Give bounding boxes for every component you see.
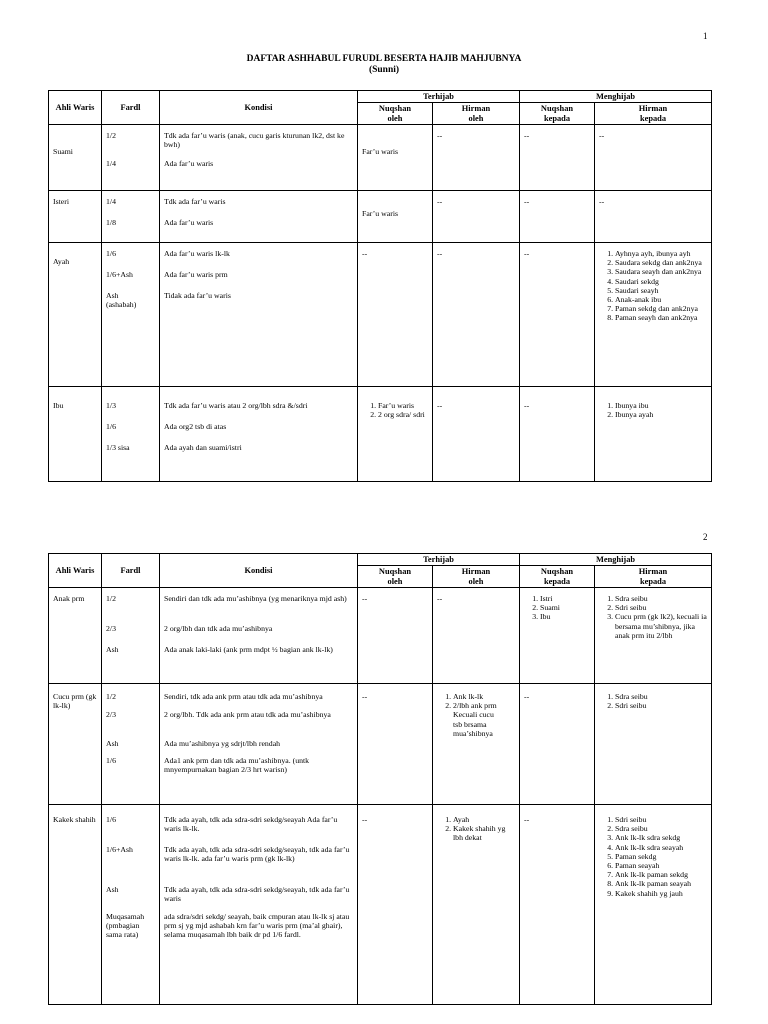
list-item: 3. Ibu <box>540 612 591 621</box>
header-menghijab: Menghijab <box>520 91 712 103</box>
fardl-cell <box>102 243 160 387</box>
list-item: 1. Ank lk-lk <box>453 692 500 701</box>
list-item: 3. Ank lk-lk sdra sekdg <box>615 833 708 842</box>
list-item: 1. Far’u waris <box>378 401 429 410</box>
list-item: 1. Sdra seibu <box>615 594 708 603</box>
hirman-kepada-list <box>599 401 708 419</box>
list-item: 1. Sdra seibu <box>615 692 708 701</box>
nuqshan-kepada-cell: -- <box>520 125 595 191</box>
fardl-cell <box>102 588 160 684</box>
fardl-cell <box>102 191 160 243</box>
list-item: 6. Anak-anak ibu <box>615 295 708 304</box>
kondisi-text: Tdk ada far’u waris <box>164 197 226 206</box>
nuqshan-kepada-cell: -- <box>520 805 595 1005</box>
ahli-waris-cell: Ayah <box>49 243 102 387</box>
list-item: 5. Saudari seayh <box>615 286 708 295</box>
fardl-value: 1/4 <box>106 197 116 206</box>
fardl-value: 1/6 <box>106 815 116 824</box>
list-item: 7. Ank lk-lk paman sekdg <box>615 870 708 879</box>
header-kondisi: Kondisi <box>160 554 358 588</box>
hirman-oleh-list <box>437 692 516 738</box>
header-menghijab: Menghijab <box>520 554 712 566</box>
ahli-waris-cell: Isteri <box>49 191 102 243</box>
list-item: 1. Ayah <box>453 815 516 824</box>
hirman-kepada-list <box>599 692 708 710</box>
hirman-oleh-list <box>437 815 516 843</box>
table-page-1 <box>48 90 712 482</box>
fardl-cell <box>102 125 160 191</box>
list-item: 8. Paman seayh dan ank2nya <box>615 313 708 322</box>
ahli-waris-cell: Kakek shahih <box>49 805 102 1005</box>
list-item: 3. Cucu prm (gk lk2), kecuali ia bersama mu’shibnya, jika anak prm itu 2/lbh <box>615 612 708 640</box>
header-ahli-waris: Ahli Waris <box>49 91 102 125</box>
hirman-kepada-list <box>599 249 708 323</box>
nuqshan-kepada-cell <box>520 588 595 684</box>
kondisi-text: Ada far’u waris lk-lk <box>164 249 230 258</box>
nuqshan-oleh-cell: -- <box>358 684 433 805</box>
hirman-oleh-cell <box>433 805 520 1005</box>
kondisi-text: Tdk ada ayah, tdk ada sdra-sdri sekdg/seayah, tdk ada far’u waris <box>164 885 350 904</box>
nuqshan-kepada-list <box>524 594 591 622</box>
list-item: 4. Ank lk-lk sdra seayah <box>615 843 708 852</box>
kondisi-text: Ada far’u waris prm <box>164 270 228 279</box>
document-title: DAFTAR ASHHABUL FURUDL BESERTA HAJIB MAHJUBNYA <box>246 54 522 64</box>
kondisi-text: 2 org/lbh. Tdk ada ank prm atau tdk ada mu’ashibnya <box>164 710 331 719</box>
hirman-kepada-cell <box>595 588 712 684</box>
header-hirman-kepada: Hirman kepada <box>595 566 712 588</box>
kondisi-cell <box>160 125 358 191</box>
fardl-value: 2/3 <box>106 624 116 633</box>
list-item: 8. Ank lk-lk paman seayah <box>615 879 708 888</box>
fardl-value: 1/3 sisa <box>106 443 130 452</box>
page-number: 1 <box>703 31 708 41</box>
nuqshan-kepada-cell: -- <box>520 191 595 243</box>
hirman-kepada-cell: -- <box>595 125 712 191</box>
header-fardl: Fardl <box>102 554 160 588</box>
kondisi-text: Ada far’u waris <box>164 218 214 227</box>
kondisi-text: Tdk ada ayah, tdk ada sdra-sdri sekdg/seayah, tdk ada far’u waris lk-lk. ada far’u waris prm (gk lk-lk) <box>164 845 350 864</box>
nuqshan-oleh-cell: -- <box>358 243 433 387</box>
list-item: 2. 2 org sdra/ sdri <box>378 410 429 419</box>
table-row <box>49 588 712 684</box>
nuqshan-oleh-cell: Far’u waris <box>358 125 433 191</box>
hirman-kepada-list <box>599 815 708 898</box>
list-item: 4. Saudari sekdg <box>615 277 708 286</box>
kondisi-text: Tdk ada ayah, tdk ada sdra-sdri sekdg/seayah Ada far’u waris lk-lk. <box>164 815 338 834</box>
hirman-oleh-cell: -- <box>433 191 520 243</box>
list-item: 2. Sdri seibu <box>615 603 708 612</box>
hirman-kepada-cell <box>595 805 712 1005</box>
kondisi-cell <box>160 684 358 805</box>
table-row <box>49 684 712 805</box>
kondisi-text: Tdk ada far’u waris (anak, cucu garis kturunan lk2, dst ke bwh) <box>164 131 345 150</box>
fardl-value: Muqasamah (pmbagian sama rata) <box>106 912 145 940</box>
list-item: 1. Ibunya ibu <box>615 401 708 410</box>
fardl-value: 2/3 <box>106 710 116 719</box>
header-hirman-oleh: Hirman oleh <box>433 566 520 588</box>
hirman-oleh-cell: -- <box>433 588 520 684</box>
ahli-waris-cell: Anak prm <box>49 588 102 684</box>
hirman-kepada-cell: -- <box>595 191 712 243</box>
header-ahli-waris: Ahli Waris <box>49 554 102 588</box>
fardl-value: 1/4 <box>106 159 116 168</box>
kondisi-cell <box>160 805 358 1005</box>
hirman-kepada-cell <box>595 243 712 387</box>
list-item: 2. Ibunya ayah <box>615 410 708 419</box>
table-row <box>49 191 712 243</box>
list-item: 1. Istri <box>540 594 591 603</box>
kondisi-text: 2 org/lbh dan tdk ada mu’ashibnya <box>164 624 273 633</box>
kondisi-text: Ada far’u waris <box>164 159 214 168</box>
kondisi-text: Ada mu’ashibnya yg sdrjt/lbh rendah <box>164 739 281 748</box>
kondisi-cell <box>160 387 358 482</box>
nuqshan-oleh-cell <box>358 387 433 482</box>
list-item: 2. Saudara sekdg dan ank2nya <box>615 258 708 267</box>
table-row <box>49 805 712 1005</box>
kondisi-text: Ada org2 tsb di atas <box>164 422 227 431</box>
list-item: 7. Paman sekdg dan ank2nya <box>615 304 708 313</box>
kondisi-text: Ada anak laki-laki (ank prm mdpt ½ bagian ank lk-lk) <box>164 645 333 654</box>
table-row <box>49 387 712 482</box>
ahli-waris-cell: Cucu prm (gk lk-lk) <box>49 684 102 805</box>
ahli-waris-cell: Ibu <box>49 387 102 482</box>
nuqshan-oleh-list <box>362 401 429 419</box>
fardl-value: Ash <box>106 739 119 748</box>
kondisi-cell <box>160 243 358 387</box>
header-nuqshan-kepada: Nuqshan kepada <box>520 566 595 588</box>
hirman-kepada-cell <box>595 684 712 805</box>
header-hirman-oleh: Hirman oleh <box>433 103 520 125</box>
fardl-value: Ash <box>106 885 119 894</box>
hirman-kepada-list <box>599 594 708 640</box>
kondisi-text: Sendiri, tdk ada ank prm atau tdk ada mu’ashibnya <box>164 692 323 701</box>
list-item: 6. Paman seayah <box>615 861 708 870</box>
kondisi-cell <box>160 191 358 243</box>
fardl-value: 1/2 <box>106 594 116 603</box>
list-item: 2. Suami <box>540 603 591 612</box>
kondisi-text: Tidak ada far’u waris <box>164 291 231 300</box>
nuqshan-kepada-cell: -- <box>520 684 595 805</box>
nuqshan-kepada-cell: -- <box>520 387 595 482</box>
list-item: 5. Paman sekdg <box>615 852 708 861</box>
kondisi-cell <box>160 588 358 684</box>
nuqshan-kepada-cell: -- <box>520 243 595 387</box>
header-kondisi: Kondisi <box>160 91 358 125</box>
hirman-oleh-cell: -- <box>433 243 520 387</box>
header-fardl: Fardl <box>102 91 160 125</box>
nuqshan-oleh-cell: -- <box>358 588 433 684</box>
table-row <box>49 243 712 387</box>
kondisi-text: ada sdra/sdri sekdg/ seayah, baik cmpuran atau lk-lk sj atau prm sj yg mjd ashabah krn far’u waris prm (ma’al ghair), selama muqasamah lbh baik dr pd 1/6 fardl. <box>164 912 350 940</box>
list-item: 3. Saudara seayh dan ank2nya <box>615 267 708 276</box>
kondisi-text: Sendiri dan tdk ada mu’ashibnya (yg menariknya mjd ash) <box>164 594 347 603</box>
list-item: 2. Sdra seibu <box>615 824 708 833</box>
fardl-value: 1/3 <box>106 401 116 410</box>
ahli-waris-cell: Suami <box>49 125 102 191</box>
list-item: 2. Kakek shahih yg lbh dekat <box>453 824 516 842</box>
header-terhijab: Terhijab <box>358 554 520 566</box>
list-item: 9. Kakek shahih yg jauh <box>615 889 708 898</box>
fardl-value: Ash <box>106 645 119 654</box>
header-nuqshan-oleh: Nuqshan oleh <box>358 103 433 125</box>
hirman-oleh-cell: -- <box>433 387 520 482</box>
table-page-2 <box>48 553 712 1005</box>
fardl-cell <box>102 387 160 482</box>
hirman-oleh-cell: -- <box>433 125 520 191</box>
list-item: 1. Sdri seibu <box>615 815 708 824</box>
fardl-value: 1/2 <box>106 692 116 701</box>
kondisi-text: Tdk ada far’u waris atau 2 org/lbh sdra &/sdri <box>164 401 308 410</box>
document-subtitle: (Sunni) <box>368 65 400 75</box>
fardl-value: 1/6 <box>106 756 116 765</box>
header-hirman-kepada: Hirman kepada <box>595 103 712 125</box>
header-nuqshan-kepada: Nuqshan kepada <box>520 103 595 125</box>
hirman-oleh-cell <box>433 684 520 805</box>
kondisi-text: Ada1 ank prm dan tdk ada mu’ashibnya. (untk mnyempurnakan bagian 2/3 hrt warisn) <box>164 756 310 775</box>
list-item: 1. Ayhnya ayh, ibunya ayh <box>615 249 708 258</box>
page-number: 2 <box>703 532 708 542</box>
fardl-cell <box>102 805 160 1005</box>
fardl-value: Ash (ashabah) <box>106 291 137 310</box>
nuqshan-oleh-cell: Far’u waris <box>358 191 433 243</box>
fardl-value: 1/6+Ash <box>106 270 133 279</box>
list-item: 2. 2/lbh ank prm Kecuali cucu tsb brsama mua’shibnya <box>453 701 500 738</box>
fardl-value: 1/8 <box>106 218 116 227</box>
table-row <box>49 125 712 191</box>
fardl-value: 1/6 <box>106 422 116 431</box>
hirman-kepada-cell <box>595 387 712 482</box>
fardl-value: 1/6 <box>106 249 116 258</box>
kondisi-text: Ada ayah dan suami/istri <box>164 443 242 452</box>
list-item: 2. Sdri seibu <box>615 701 708 710</box>
fardl-value: 1/2 <box>106 131 116 140</box>
fardl-cell <box>102 684 160 805</box>
header-terhijab: Terhijab <box>358 91 520 103</box>
header-nuqshan-oleh: Nuqshan oleh <box>358 566 433 588</box>
nuqshan-oleh-cell: -- <box>358 805 433 1005</box>
fardl-value: 1/6+Ash <box>106 845 133 854</box>
